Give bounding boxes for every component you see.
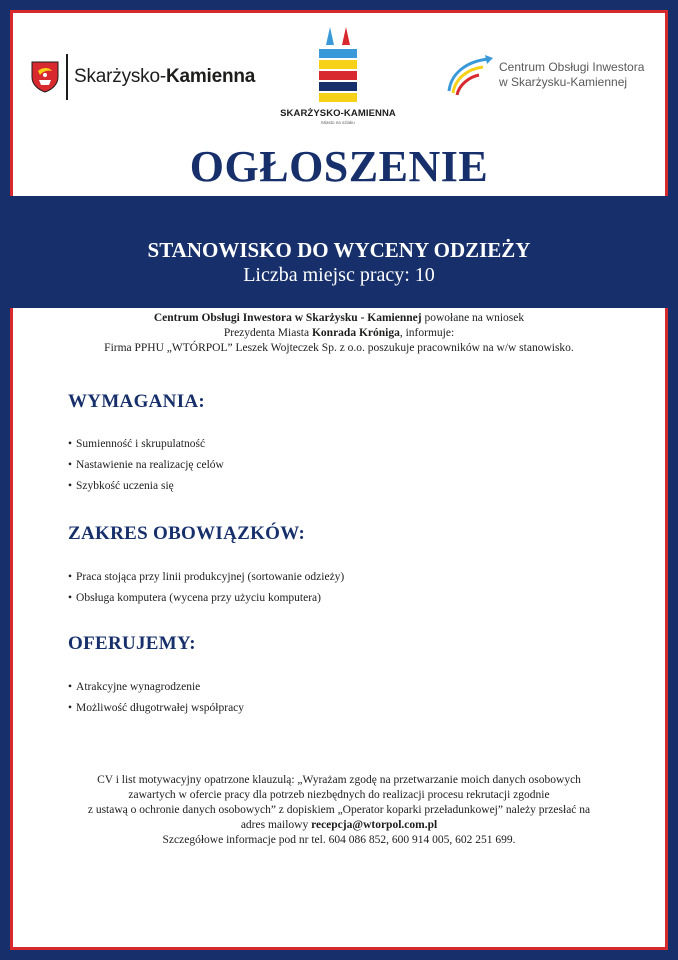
duties-heading: ZAKRES OBOWIĄZKÓW: [68,523,306,544]
list-item: • Szybkość uczenia się [68,476,224,497]
vacancy-count: Liczba miejsc pracy: 10 [243,264,435,286]
contact-email: recepcja@wtorpol.com.pl [311,819,438,831]
application-instructions: CV i list motywacyjny opatrzone klauzulą: „Wyrażam zgodę na przetwarzanie moich danych osobowych zawartych w ofercie pracy dla potrzeb niezbędnych do realizacji procesu rekrutacji zgodnie z ustawą o ochronie danych osobowych” z dopiskiem „Operator koparki przeładunkowej” należy przesłać na adres mailowy recepcja@wtorpol.com.pl Szczegółowe informacje pod nr tel. 604 086 852, 600 914 005, 602 251 699. [13,773,665,848]
list-item: • Sumienność i skrupulatność [68,434,224,455]
offer-list [68,677,244,719]
city-brand-logo [268,23,408,125]
list-item: • Nastawienie na realizację celów [68,455,224,476]
list-item: • Możliwość długotrwałej współpracy [68,698,244,719]
list-item: • Obsługa komputera (wycena przy użyciu komputera) [68,588,344,609]
duties-list [68,567,344,609]
announcement-title: OGŁOSZENIE [189,142,489,191]
intro-paragraph: Centrum Obsługi Inwestora w Skarżysku - Kamiennej powołane na wniosek Prezydenta Miasta Konrada Króniga, informuje: Firma PPHU „WTÓRPOL” Leszek Wojteczek Sp. z o.o. poszukuje pracowników na w/w stanowisko. [104,312,574,354]
investor-center-name: Centrum Obsługi Inwestora w Skarżysku-Kamiennej [499,60,645,89]
requirements-list [68,434,224,497]
requirements-heading: WYMAGANIA: [68,391,206,412]
church-towers-icon [308,23,368,107]
investor-swoosh-icon [445,51,495,99]
city-brand-name: SKARŻYSKO-KAMIENNA [280,108,396,119]
position-band [0,196,678,308]
city-coat-of-arms-icon [31,61,59,93]
list-item: • Praca stojąca przy linii produkcyjnej (sortowanie odzieży) [68,567,344,588]
skarzysko-kamienna-logo [31,54,255,100]
city-brand-tagline: Miasto na szlaku [321,120,355,125]
contact-phones: Szczegółowe informacje pod nr tel. 604 086 852, 600 914 005, 602 251 699. [162,834,516,846]
list-item: • Atrakcyjne wynagrodzenie [68,677,244,698]
position-name: STANOWISKO DO WYCENY ODZIEŻY [147,238,531,262]
offer-heading: OFERUJEMY: [68,633,196,654]
logo-divider [66,54,68,100]
poster-page [13,13,665,947]
city-name: Skarżysko-Kamienna [74,66,256,87]
investor-center-logo [445,51,644,99]
